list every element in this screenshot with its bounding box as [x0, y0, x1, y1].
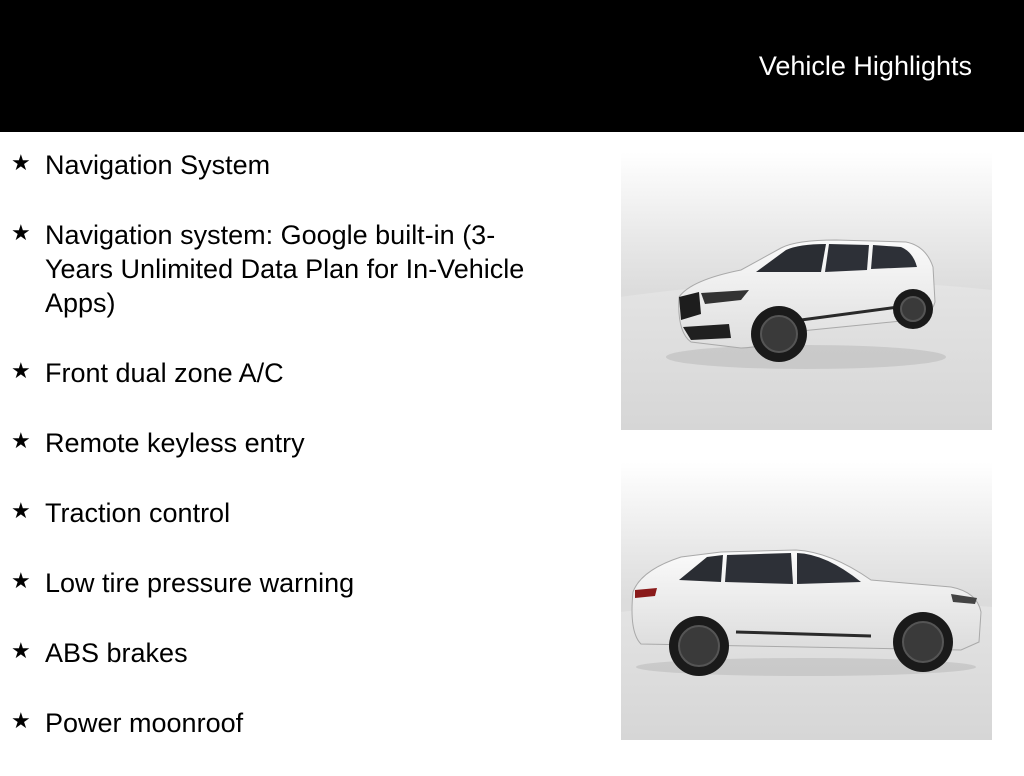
star-icon: ★ [11, 568, 31, 593]
suv-front-quarter-image [621, 152, 992, 430]
star-icon: ★ [11, 498, 31, 523]
star-icon: ★ [11, 150, 31, 175]
vehicle-photo-side [621, 462, 992, 740]
feature-label: Remote keyless entry [45, 428, 305, 458]
feature-item [0, 566, 560, 600]
feature-item [0, 706, 560, 740]
feature-label: Low tire pressure warning [45, 568, 355, 598]
star-icon: ★ [11, 358, 31, 383]
star-icon: ★ [11, 220, 31, 245]
feature-item [0, 148, 560, 182]
star-icon: ★ [11, 708, 31, 733]
feature-label: Front dual zone A/C [45, 358, 284, 388]
feature-label: Power moonroof [45, 708, 244, 738]
feature-item [0, 426, 560, 460]
feature-item [0, 496, 560, 530]
feature-label: Traction control [45, 498, 231, 528]
header-bar [0, 0, 1024, 132]
feature-label: Navigation system: Google built-in (3-Years Unlimited Data Plan for In-Vehicle Apps) [45, 220, 525, 318]
feature-label: ABS brakes [45, 638, 188, 668]
suv-side-profile-image [621, 462, 992, 740]
star-icon: ★ [11, 638, 31, 663]
feature-item [0, 218, 560, 320]
page-title: Vehicle Highlights [758, 51, 972, 81]
feature-item [0, 356, 560, 390]
feature-label: Navigation System [45, 150, 271, 180]
feature-list [0, 148, 560, 776]
vehicle-photo-front [621, 152, 992, 430]
star-icon: ★ [11, 428, 31, 453]
feature-item [0, 636, 560, 670]
